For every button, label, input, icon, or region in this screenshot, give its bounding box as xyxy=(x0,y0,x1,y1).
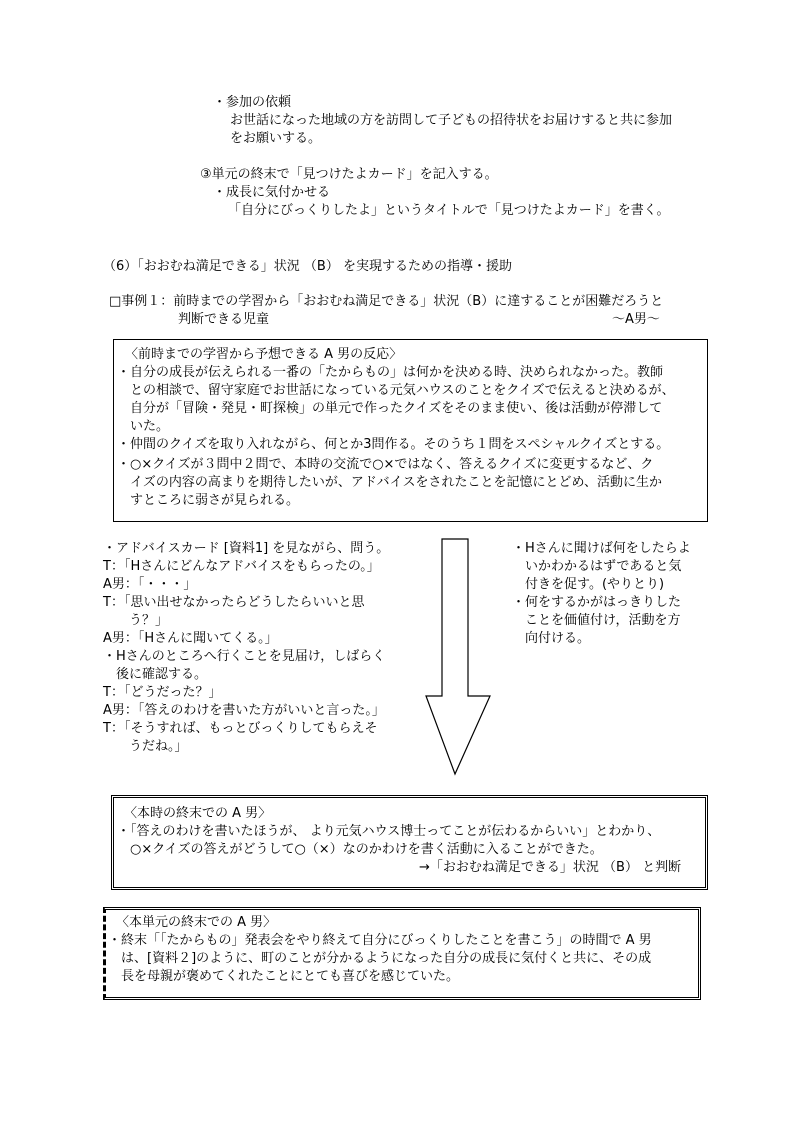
case-title-cont: 判断できる児童 xyxy=(178,312,270,327)
end-box-title: 〈本時の終末での A 男〉 xyxy=(124,806,272,821)
reaction-line: ・自分の成長が伝えられる一番の「たからもの」は何かを決める時、決められなかった。教師 xyxy=(117,365,664,380)
dialogue-line: A男：「Hさんに聞いてくる。」 xyxy=(103,631,278,646)
unit-box-line: は、[資料２]のように、町のことが分かるようになった自分の成長に気付くと共に、その成 xyxy=(108,951,652,966)
dialogue-line: ・アドバイスカード [資料1] を見ながら、問う。 xyxy=(103,541,390,556)
request-detail-cont: をお願いする。 xyxy=(230,131,322,146)
note-line: ことを価値付け，活動を方 xyxy=(512,613,681,628)
note-line: いかわかるはずであると気 xyxy=(512,559,682,574)
notes-column xyxy=(512,540,712,660)
dialogue-line: 後に確認する。 xyxy=(103,667,208,682)
reaction-line: すところに弱さが見られる。 xyxy=(117,493,300,508)
dialogue-line: T：「どうだった？」 xyxy=(103,685,222,700)
reaction-line: ・○×クイズが３問中２問で、本時の交流で○×ではなく、答えるクイズに変更するなど、ク xyxy=(117,457,654,472)
request-detail: お世話になった地域の方を訪問して子どもの招待状をお届けすると共に参加 xyxy=(230,113,673,128)
case-label: ～A男～ xyxy=(612,312,660,327)
dialogue-line: う？」 xyxy=(103,613,169,628)
note-line: ・何をするかがはっきりした xyxy=(512,595,682,610)
end-box-line: ○×クイズの答えがどうして○（×）なのかわけを書く活動に入ることができた。 xyxy=(117,842,603,857)
growth-item: ・成長に気付かせる xyxy=(213,185,331,200)
unit-box-title: 〈本単元の終末での A 男〉 xyxy=(116,915,277,930)
reaction-line: イズの内容の高まりを期待したいが、アドバイスをされたことを記憶にとどめ、活動に生か xyxy=(117,475,662,490)
reaction-line: ・仲間のクイズを取り入れながら、何とか3問作る。そのうち１問をスペシャルクイズとする。 xyxy=(117,437,670,452)
dialogue-line: T：「そうすれば、もっとびっくりしてもらえそ xyxy=(103,721,378,736)
reaction-line: との相談で、留守家庭でお世話になっている元気ハウスのことをクイズで伝えると決めるが、 xyxy=(117,383,675,398)
dialogue-line: T：「Hさんにどんなアドバイスをもらったの。」 xyxy=(103,559,380,574)
unit-box-line: ・終末「「たからもの」発表会をやり終えて自分にびっくりしたことを書こう」の時間で A 男 xyxy=(108,933,652,948)
end-box-line: ・「答えのわけを書いたほうが、 より元気ハウス博士ってことが伝わるからいい」とわかり、 xyxy=(117,824,661,839)
note-line: 向付ける。 xyxy=(512,631,591,646)
unit-box-line: 長を母親が褒めてくれたことにとても喜びを感じていた。 xyxy=(108,969,460,984)
note-line: 付きを促す。(やりとり) xyxy=(512,577,665,592)
end-of-lesson-box xyxy=(111,795,708,890)
growth-detail: 「自分にびっくりしたよ」というタイトルで「見つけたよカード」を書く。 xyxy=(228,203,670,218)
note-line: ・Hさんに聞けば何をしたらよ xyxy=(512,541,691,556)
dialogue-line: A男：「答えのわけを書いた方がいいと言った。」 xyxy=(103,703,385,718)
end-of-unit-box xyxy=(103,907,701,1000)
case-title: □事例１：前時までの学習から「おおむね満足できる」状況（B）に達することが困難だろうと xyxy=(109,294,664,309)
dialogue-line: うだね。」 xyxy=(103,739,188,754)
reaction-line: いた。 xyxy=(117,419,170,434)
section-heading: （6）「おおむね満足できる」状況 （B） を実現するための指導・援助 xyxy=(103,259,512,274)
step-3: ③単元の終末で「見つけたよカード」を記入する。 xyxy=(200,167,498,182)
dialogue-line: ・Hさんのところへ行くことを見届け，しばらく xyxy=(103,649,386,664)
reaction-title: 〈前時までの学習から予想できる A 男の反応〉 xyxy=(125,347,403,362)
list-item-request: ・参加の依頼 xyxy=(213,95,292,110)
dialogue-line: T：「思い出せなかったらどうしたらいいと思 xyxy=(103,595,365,610)
down-arrow-icon xyxy=(420,538,500,778)
reaction-box xyxy=(113,339,708,522)
dialogue-line: A男：「・・・」 xyxy=(103,577,197,592)
dialogue-column xyxy=(103,540,413,770)
end-box-judgement: →「おおむね満足できる」状況 （B） と判断 xyxy=(419,860,682,875)
reaction-line: 自分が「冒険・発見・町探検」の単元で作ったクイズをそのまま使い、後は活動が停滞して xyxy=(117,401,663,416)
